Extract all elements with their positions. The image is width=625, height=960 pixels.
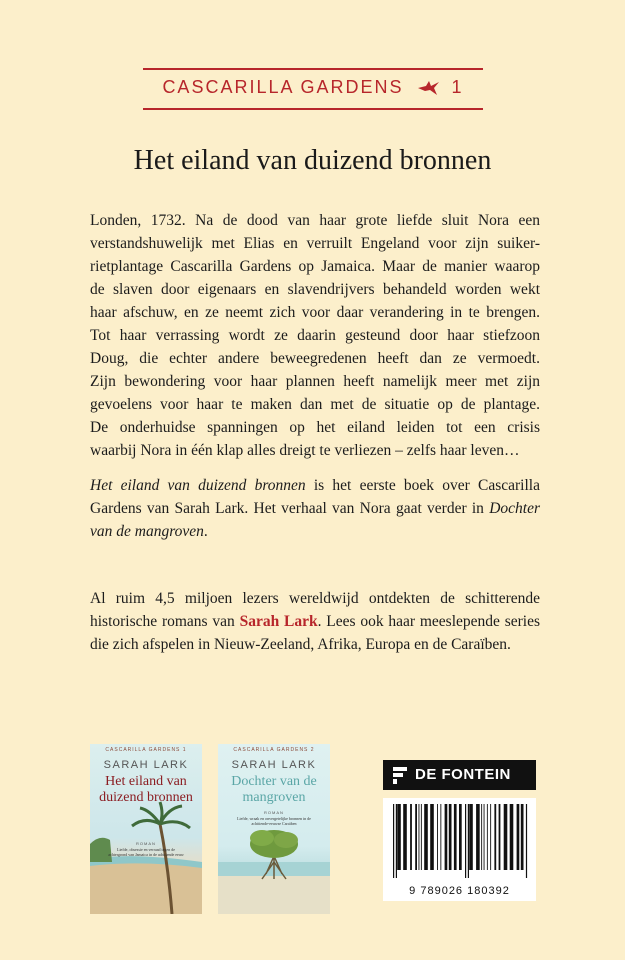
barcode-bar [424,804,428,870]
book-title-text: Het eiland van duizend bronnen [99,774,193,805]
book-author: SARAH LARK [231,759,317,771]
title-italic: van de mangroven [90,523,204,540]
barcode-bar [396,804,397,878]
barcode-bar [510,804,514,870]
banner-rule-bottom [143,108,483,110]
synopsis-line: verstandshuwelijk met Elias en verruilt Engeland voor zijn suiker- [90,235,540,252]
barcode-bar [521,804,524,870]
text-run: . [203,523,208,540]
barcode-bar [403,804,407,870]
barcode-bar [421,804,422,870]
book-author: SARAH LARK [103,759,189,771]
synopsis-line: waarbij Nora in één klap alles dreigt te verliezen – zelfs haar leven… [90,442,520,459]
isbn-barcode [383,798,536,901]
promo-line: Al ruim 4,5 miljoen lezers wereldwijd ontdekten de schitterende [90,590,540,607]
book-series-label: CASCARILLA GARDENS 1 [105,747,187,753]
book-title-text: Dochter van de mangroven [231,774,317,805]
barcode-bar [410,804,412,870]
barcode-bar [449,804,452,870]
author-promo-paragraph [90,587,540,656]
barcode-bar [459,804,462,870]
series-banner [143,68,483,110]
barcode-bar [445,804,448,870]
barcode-bar [476,804,480,870]
barcode-bar [494,804,496,870]
book-blurb: Liefde, obsessie en verraad tegen de achtergrond van Jamaica in de achttiende eeuw [108,847,184,857]
author-name-highlight: Sarah Lark [239,613,318,630]
book-title: Het eiland van duizend bronnen [133,145,492,176]
barcode-bar [517,804,520,870]
barcode-bar [526,804,527,878]
publisher-name: DE FONTEIN [415,766,511,783]
barcode-bar [504,804,508,870]
book-genre: ROMAN [264,810,284,815]
barcode-bar [454,804,457,870]
synopsis-line: haar afschuw, en ze neemt zich voor daar verandering in te brengen. [90,304,540,321]
synopsis-line: gevoelens voor haar te maken dan met de situatie op de plantage. [90,396,540,413]
synopsis-line: Doug, die echter andere beweegredenen heeft dan ze vermoedt. [90,350,540,367]
book-genre: ROMAN [136,841,156,846]
isbn-number: 9 789026 180392 [409,885,510,897]
series-label-row [143,77,483,102]
series-note-line [90,520,540,543]
text-run: . Lees ook haar meeslepende series [317,613,540,630]
barcode-bar [393,804,394,878]
synopsis-line: Tot haar verrassing wordt ze daarin gesteund door haar stiefzoon [90,327,540,344]
publisher-logo [383,760,536,790]
series-note-line [90,497,540,520]
barcode-bar [484,804,485,870]
hummingbird-icon [417,79,441,102]
synopsis-line: Zijn bewondering voor haar plannen heeft namelijk meer met zijn [90,373,540,390]
barcode-bar [468,804,469,878]
series-label: CASCARILLA GARDENS [162,77,404,97]
barcode-bar [437,804,438,870]
synopsis-line: De onderhuidse spanningen op het eiland leiden tot een crisis [90,419,540,436]
barcode-bar [419,804,420,870]
promo-line [90,610,540,633]
fontein-logo-icon [393,767,409,789]
synopsis-paragraph [90,209,540,462]
barcode-bar [397,804,401,870]
promo-line: die zich afspelen in Nieuw-Zeeland, Afrika, Europa en de Caraïben. [90,636,511,653]
barcode-bar [430,804,434,870]
barcode-bar [487,804,488,870]
barcode-bars [391,804,528,878]
barcode-bar [481,804,482,870]
book-blurb: Liefde, wraak en onvergetelijke bronnen in de achttiende-eeuwse Caraïben [237,816,311,826]
text-run: historische romans van [90,613,240,630]
book-cover-2 [218,744,330,914]
banner-rule-top [143,68,483,70]
text-run: Gardens van Sarah Lark. Het verhaal van Nora gaat verder in [90,500,490,517]
synopsis-line: de slaven door eigenaars en slavendrijvers behandeld worden wekt [90,281,540,298]
series-note-line [90,474,540,497]
barcode-bar [499,804,501,870]
title-italic: Dochter [489,500,540,517]
synopsis-line: Londen, 1732. Na de dood van haar grote liefde sluit Nora een [90,212,540,229]
text-run: is het eerste boek over Cascarilla [305,477,540,494]
book-series-label: CASCARILLA GARDENS 2 [233,747,315,753]
title-italic: Het eiland van duizend bronnen [90,477,306,494]
series-number: 1 [451,77,464,97]
barcode-bar [415,804,417,870]
barcode-bar [490,804,491,870]
book-cover-1 [90,744,202,914]
synopsis-line: rietplantage Cascarilla Gardens op Jamaica. Maar de manier waarop [90,258,540,275]
barcode-bar [465,804,466,878]
series-note-paragraph [90,474,540,543]
barcode-bar [469,804,473,870]
barcode-bar [440,804,441,870]
